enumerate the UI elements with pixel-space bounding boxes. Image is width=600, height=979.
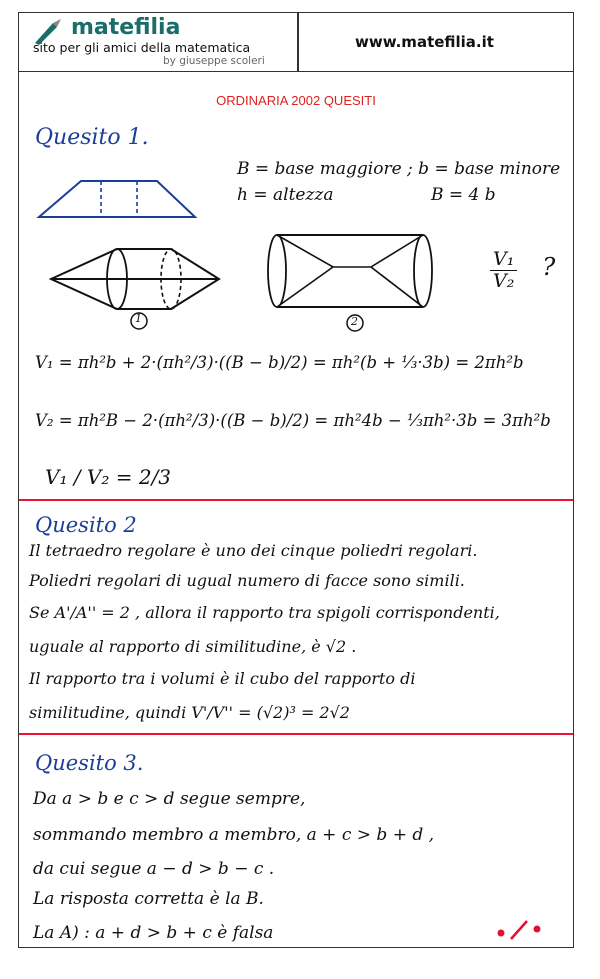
page-header <box>19 13 573 72</box>
site-url: www.matefilia.it <box>355 33 494 51</box>
q1-heading: Quesito 1. <box>35 125 149 150</box>
q1-result: V₁ / V₂ = 2/3 <box>45 465 172 489</box>
q2-line5: Il rapporto tra i volumi è il cubo del rapporto di <box>29 669 416 688</box>
logo-name: matefilia <box>71 15 181 40</box>
document-sheet <box>18 12 574 948</box>
separator-1 <box>19 499 573 501</box>
q3-line2: sommando membro a membro, a + c > b + d , <box>33 825 435 845</box>
logo-tagline: sito per gli amici della matematica <box>33 40 251 55</box>
q2-line6: similitudine, quindi V'/V'' = (√2)³ = 2√2 <box>29 703 350 722</box>
solid1-label: 1 <box>135 312 142 325</box>
q1-ratio-question <box>487 249 555 292</box>
q2-line4: uguale al rapporto di similitudine, è √2 . <box>29 637 357 656</box>
q2-line2: Poliedri regolari di ugual numero di facce sono simili. <box>29 571 465 590</box>
ratio-numerator: V₁ <box>490 249 517 271</box>
q2-line3: Se A'/A'' = 2 , allora il rapporto tra spigoli corrispondenti, <box>29 603 500 622</box>
q3-line1: Da a > b e c > d segue sempre, <box>33 789 306 809</box>
logo-author: by giuseppe scoleri <box>163 55 265 67</box>
q2-line1: Il tetraedro regolare è uno dei cinque poliedri regolari. <box>29 541 478 560</box>
ratio-denominator: V₂ <box>493 269 515 292</box>
separator-2 <box>19 733 573 735</box>
q1-definition-line2a: h = altezza <box>237 185 334 205</box>
ratio-question-mark: ? <box>542 253 556 282</box>
q1-definition-line2b: B = 4 b <box>431 185 496 205</box>
q3-line3: da cui segue a − d > b − c . <box>33 859 275 879</box>
q1-definition-line1: B = base maggiore ; b = base minore <box>237 159 561 179</box>
solid2-label: 2 <box>351 315 358 328</box>
q2-heading: Quesito 2 <box>35 513 137 537</box>
end-mark-icon <box>493 917 545 943</box>
q3-line5: La A) : a + d > b + c è falsa <box>33 923 274 943</box>
trapezoid-figure <box>35 175 199 221</box>
q3-line4: La risposta corretta è la B. <box>33 889 264 909</box>
document-title: ORDINARIA 2002 QUESITI <box>216 93 376 108</box>
q1-v2-formula: V₂ = πh²B − 2·(πh²/3)·((B − b)/2) = πh²4b − ⅓πh²·3b = 3πh²b <box>35 411 551 430</box>
header-divider <box>297 13 299 71</box>
q3-heading: Quesito 3. <box>35 751 144 775</box>
q1-v1-formula: V₁ = πh²b + 2·(πh²/3)·((B − b)/2) = πh²(b + ⅓·3b) = 2πh²b <box>35 353 524 372</box>
